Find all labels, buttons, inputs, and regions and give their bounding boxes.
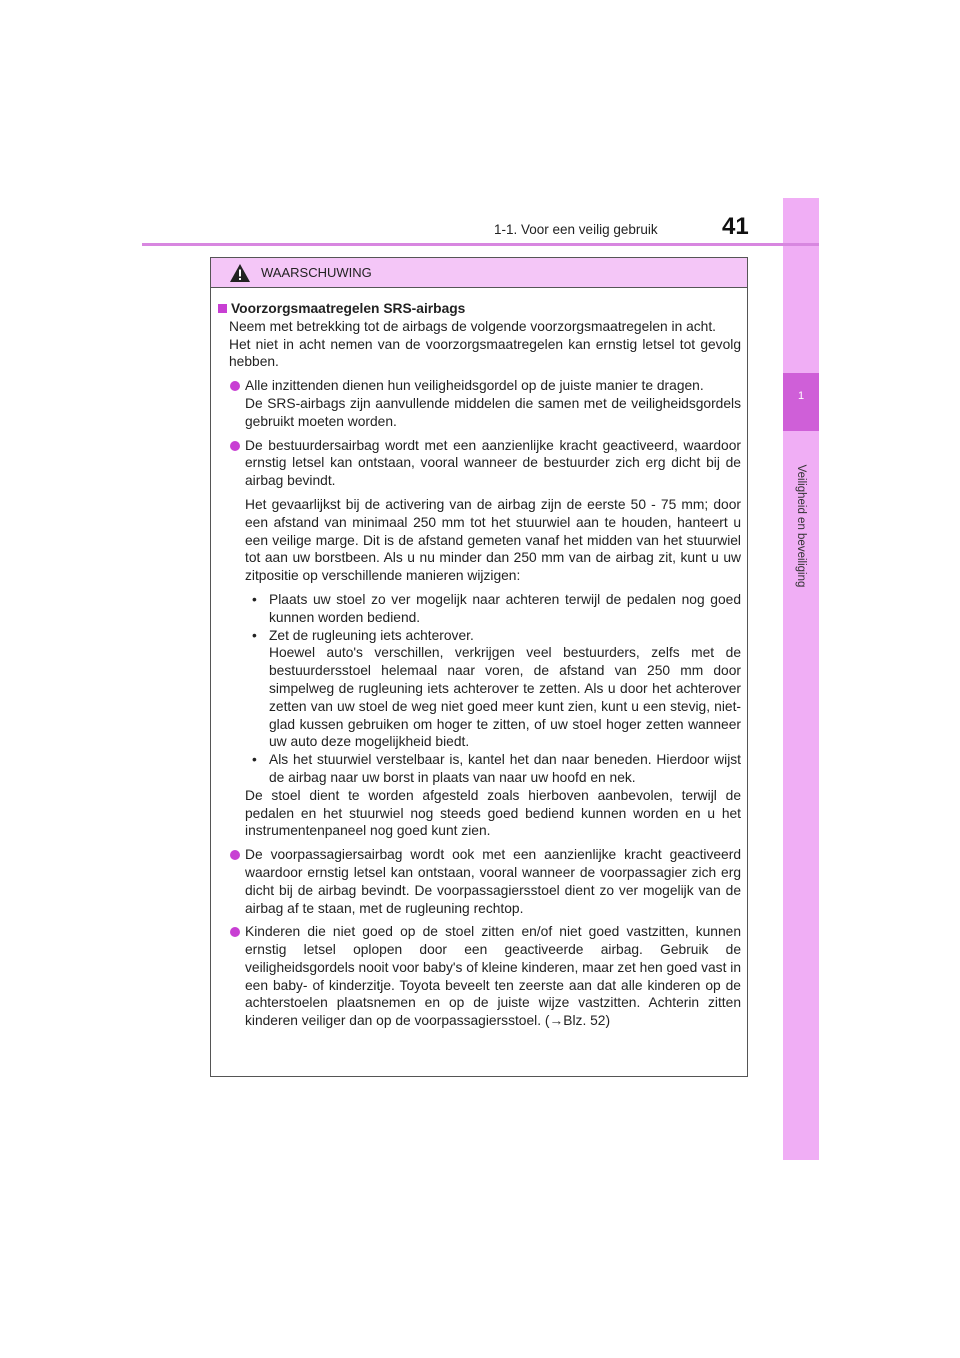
sub-text: Zet de rugleuning iets achterover. [269,627,474,643]
list-item [218,846,741,917]
list-item [218,377,741,430]
heading-text: Voorzorgsmaatregelen SRS-airbags [231,301,466,316]
bullet-dot-icon [230,927,240,937]
sub-text: Als het stuurwiel verstelbaar is, kantel het dan naar beneden. Hierdoor wijst de airbag naar uw borst in plaats van naar uw hoofd en nek. [269,752,741,785]
page-reference-link[interactable]: Blz. 52) [563,1013,611,1029]
sub-bullet-marker: • [252,752,257,768]
arrow-right-icon: → [549,1013,564,1029]
chapter-label: Veiligheid en beveiliging [795,464,807,588]
sub-text: Plaats uw stoel zo ver mogelijk naar achteren terwijl de pedalen nog goed kunnen worden bediend. [269,591,741,625]
chapter-side-tab [783,198,819,1160]
bullet-closing: De stoel dient te worden afgesteld zoals hierboven aanbevolen, terwijl de pedalen en het stuurwiel nog steeds goed bediend kunnen worden en u het instrumentenpaneel nog goed kunt zien. [245,787,741,839]
warning-box [210,257,748,1077]
bullet-text: De voorpassagiersairbag wordt ook met een aanzienlijke kracht geactiveerd waardoor ernstig letsel kan ontstaan, vooral wanneer de voorpassagier zich erg dicht bij de airbag bevindt. De voorpassagiersstoel dient zo ver mogelijk van de airbag af te staan, met de rugleuning rechtop. [245,847,741,916]
sub-list-item [252,591,741,627]
bullet-text: Kinderen die niet goed op de stoel zitten en/of niet goed vastzitten, kunnen ernstig letsel oplopen door een geactiveerde airbag. Gebruik de veiligheidsgordels nooit voor baby's of kleine kinderen, maar zet hen goed vast in een baby- of kinderzitje. Toyota beveelt ten zeerste aan dat alle kinderen op de achterstoelen plaatsnemen en op de juiste wijze vastzitten. Achterin zitten kinderen veiliger dan op de voorpassagiersstoel. ( [245,924,741,1029]
square-bullet-icon [218,304,227,313]
warning-header [211,258,747,288]
sub-list-item [252,627,741,752]
warning-body [211,288,747,1030]
header-rule [142,243,819,246]
intro-text: Neem met betrekking tot de airbags de volgende voorzorgsmaatregelen in acht. [229,318,717,334]
section-title: 1-1. Voor een veilig gebruik [494,222,658,237]
warning-heading [218,300,741,318]
bullet-text: Alle inzittenden dienen hun veiligheidsgordel op de juiste manier te dragen. [245,378,704,394]
sub-bullet-marker: • [252,591,257,607]
warning-title: WAARSCHUWING [261,265,372,280]
bullet-text: De SRS-airbags zijn aanvullende middelen die samen met de veiligheidsgordels gebruikt moeten worden. [245,395,741,429]
intro-text-2: Het niet in acht nemen van de voorzorgsmaatregelen kan ernstig letsel tot gevolg hebben. [229,336,741,370]
sub-list-item [252,751,741,787]
bullet-dot-icon [230,381,240,391]
list-item [218,437,741,841]
chapter-tab-active[interactable] [783,373,819,431]
bullet-paragraph: Het gevaarlijkst bij de activering van de airbag zijn de eerste 50 - 75 mm; door een afstand van minimaal 250 mm tot het stuurwiel aan te houden, hanteert u een veilige marge. Dit is de afstand gemeten vanaf het midden van het stuurwiel tot aan uw borstbeen. Als u nu minder dan 250 mm van de airbag zit, kunt u uw zitpositie op verschillende manieren wijzigen: [245,496,741,584]
bullet-dot-icon [230,441,240,451]
bullet-dot-icon [230,850,240,860]
page-number: 41 [722,213,749,240]
sub-detail: Hoewel auto's verschillen, verkrijgen veel bestuurders, zelfs met de bestuurdersstoel helemaal naar voren, de afstand van 250 mm door simpelweg de rugleuning iets achterover te zetten. Als u door het achterover zetten van uw stoel de weg niet goed meer kunt zien, kunt u een stevig, niet-glad kussen gebruiken om hoger te zitten, of uw stoel hoger zetten wanneer uw auto deze mogelijkheid biedt. [269,645,741,750]
sub-bullet-marker: • [252,627,257,643]
warning-triangle-icon [229,263,251,283]
list-item [218,923,741,1030]
chapter-number: 1 [797,390,805,402]
sub-list [252,591,741,787]
bullet-text: De bestuurdersairbag wordt met een aanzienlijke kracht geactiveerd, waardoor ernstig letsel kan ontstaan, vooral wanneer de bestuurder zich erg dicht bij de airbag bevindt. [245,437,741,489]
